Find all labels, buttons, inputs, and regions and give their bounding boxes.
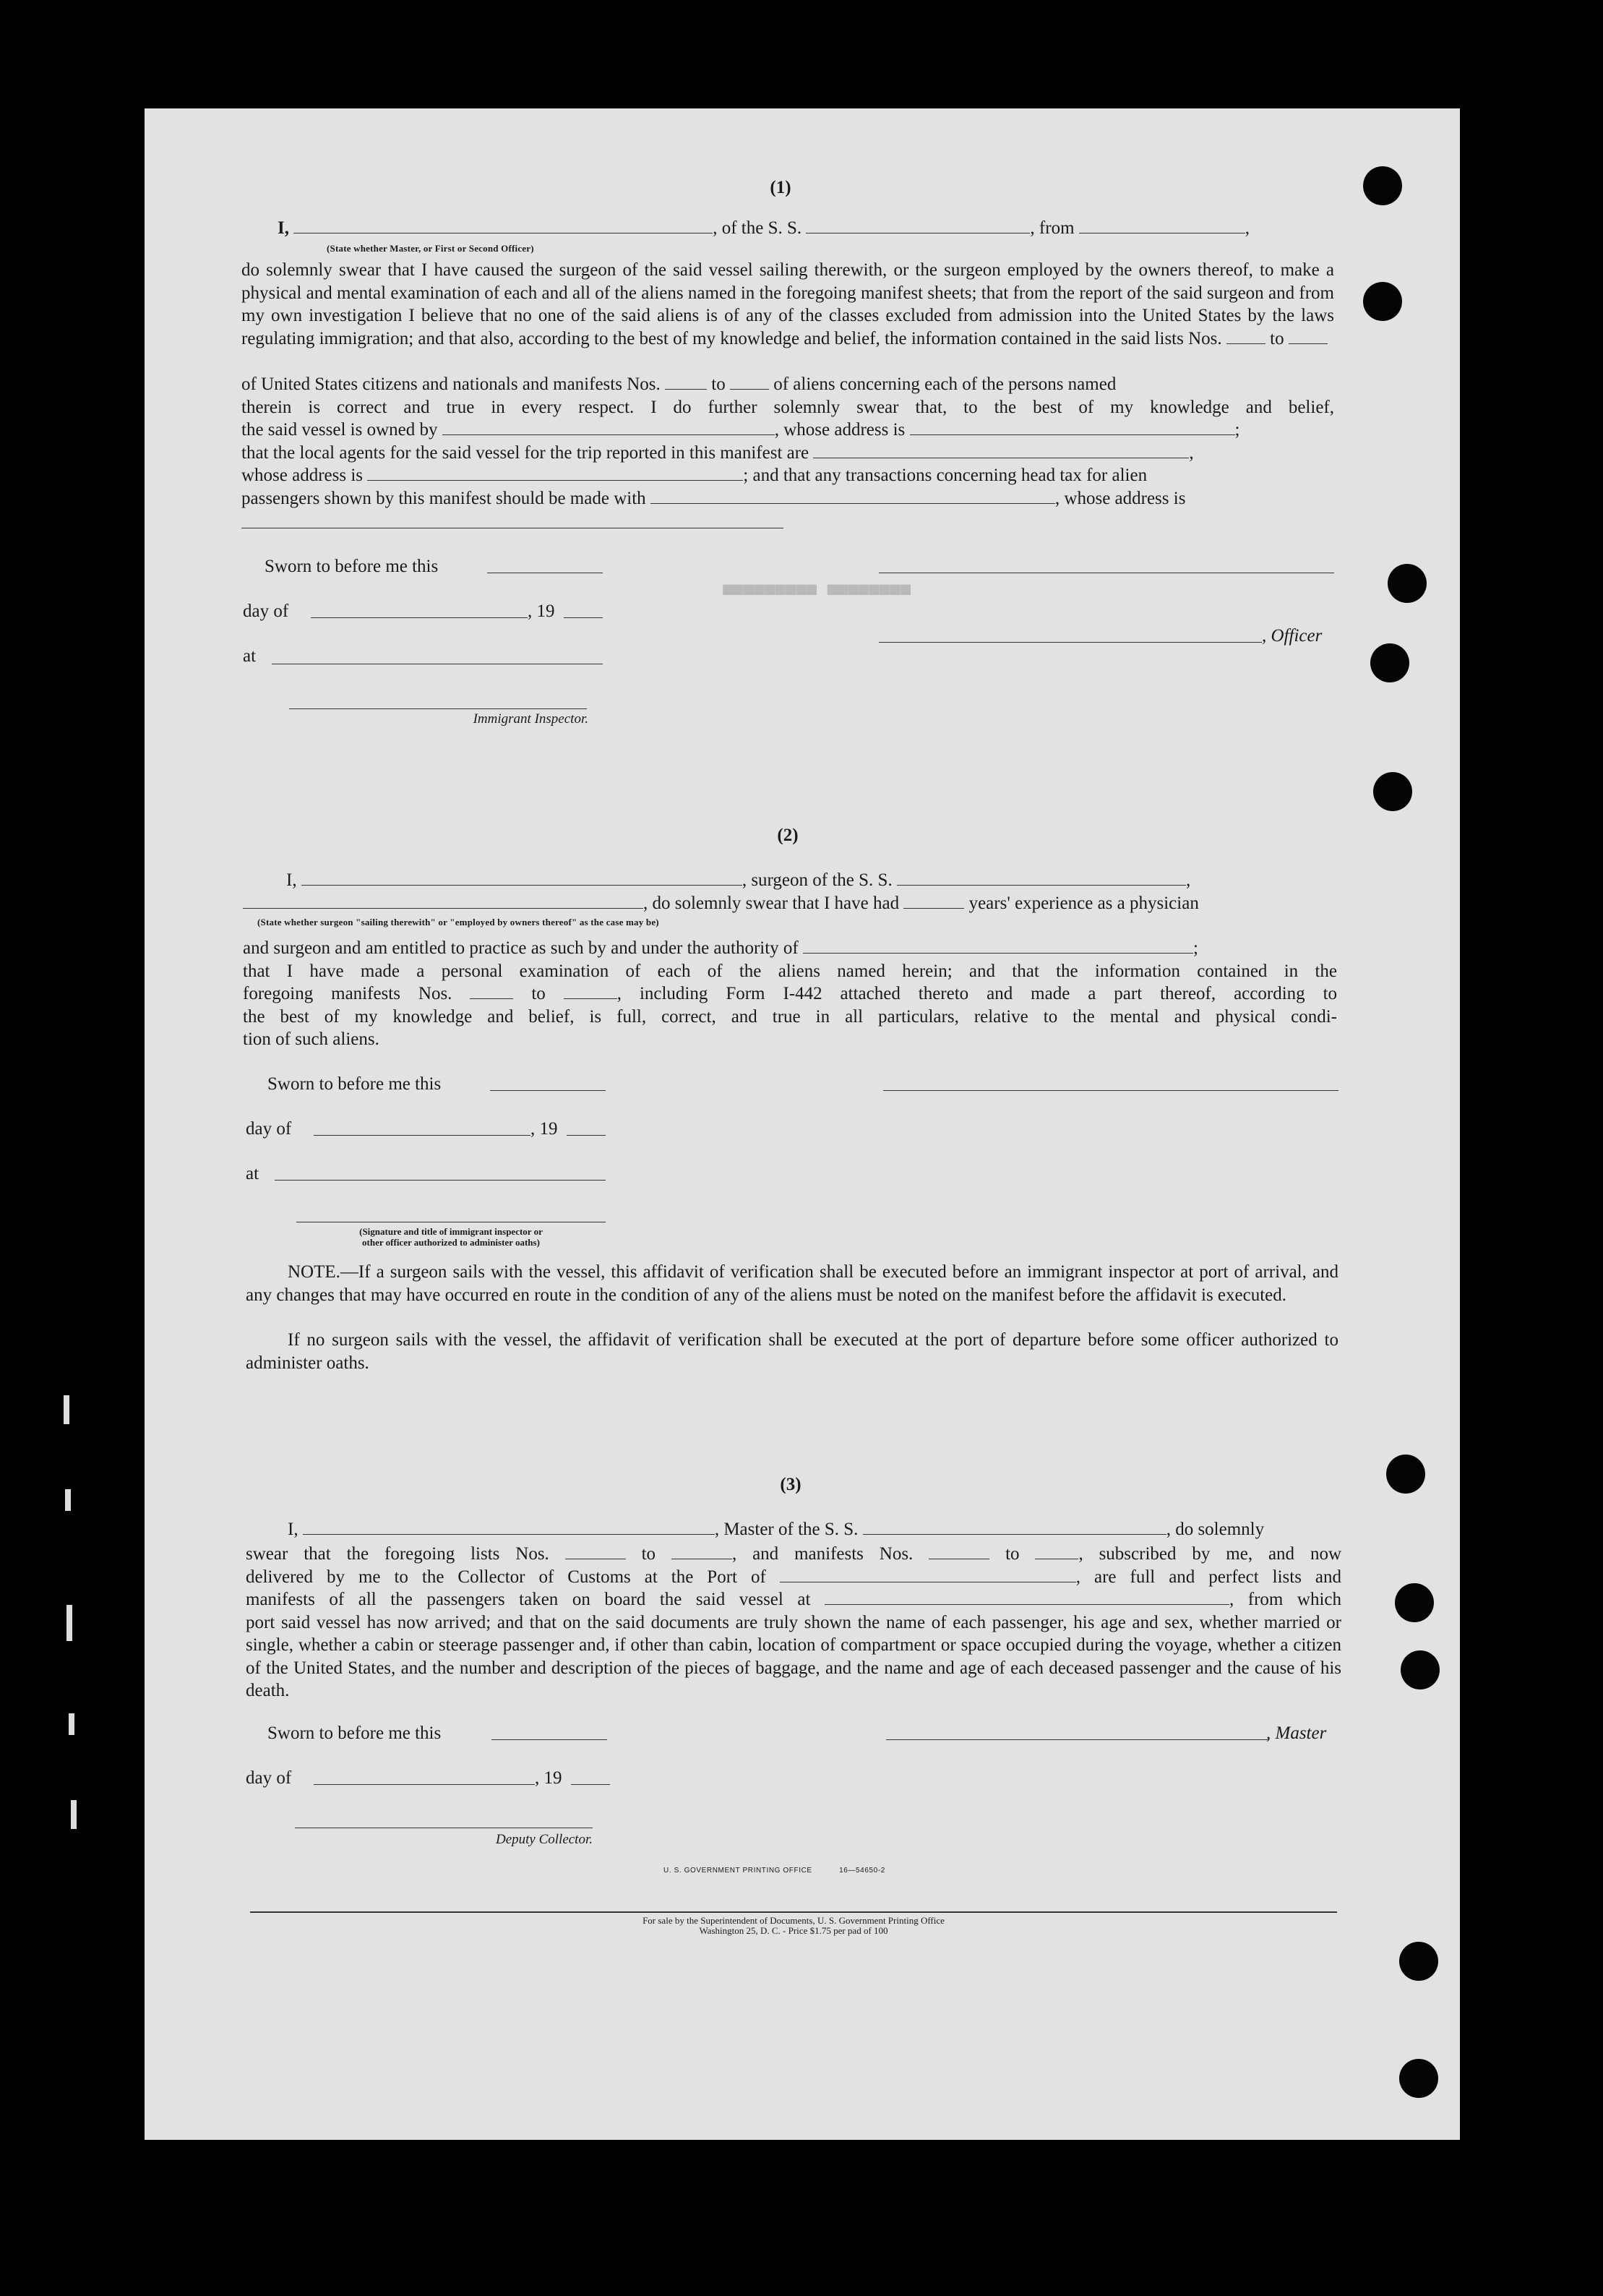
manifests-from-field-3[interactable] <box>929 1546 989 1559</box>
year-field-1[interactable] <box>564 617 603 618</box>
day-month-field-3[interactable] <box>314 1784 535 1785</box>
lists-from-field[interactable] <box>1226 330 1265 344</box>
officer-signature-line-b[interactable] <box>879 642 1262 643</box>
owner-address-field[interactable] <box>910 421 1235 435</box>
manifests-from-field[interactable] <box>665 376 707 390</box>
immigrant-inspector-caption: Immigrant Inspector. <box>473 711 588 727</box>
section-1-text-3: therein is correct and true in every respect. I do further solemnly swear that, to the best of my knowledge and belief, <box>241 397 1334 417</box>
master-of-ss-label: , Master of the S. S. <box>714 1520 859 1539</box>
year-field-3[interactable] <box>571 1784 610 1785</box>
section-3-paragraph <box>246 1543 1341 1702</box>
boarding-port-field[interactable] <box>825 1591 1229 1605</box>
punch-hole <box>1363 282 1402 321</box>
agent-address-label: whose address is <box>241 466 364 485</box>
edge-mark <box>71 1800 77 1829</box>
comma: , <box>1189 442 1194 463</box>
owned-by-label: the said vessel is owned by <box>241 420 438 440</box>
foregoing-manifests-label: foregoing manifests Nos. <box>243 984 452 1003</box>
section-2-line-1 <box>286 870 1337 891</box>
at-label-2: at <box>246 1164 259 1183</box>
signature-caption <box>296 1226 606 1248</box>
note-label: NOTE. <box>288 1262 340 1282</box>
section-1-text-1: do solemnly swear that I have caused the surgeon of the said vessel sailing therewith, or the surgeon employed by the owners thereof, to make a physical and mental examination of each and all of the aliens named in the foregoing manifest sheets; that from the report of the said surgeon and from my own investigation I believe that no one of the said aliens is of any of the classes excluded from admission into the United States by the laws regulating immigration; and that also, according to the best of my knowledge and belief, the information contained in the said lists Nos. <box>241 260 1334 348</box>
note-2-paragraph: If no surgeon sails with the vessel, the affidavit of verification shall be executed at the port of departure before some officer authorized to administer oaths. <box>246 1330 1338 1373</box>
edge-mark <box>64 1395 69 1424</box>
section-2-number: (2) <box>777 826 799 845</box>
taken-on-board-label: manifests of all the passengers taken on board the said vessel at <box>246 1590 811 1609</box>
semicolon: ; <box>1193 938 1198 958</box>
years-field[interactable] <box>903 895 964 909</box>
punch-hole <box>1370 643 1409 682</box>
section-2-text-6: the best of my knowledge and belief, is full, correct, and true in all particulars, relative to the mental and physical condi- <box>243 1006 1337 1027</box>
full-lists-text: , are full and perfect lists and <box>1075 1567 1342 1587</box>
do-solemnly-label: , do solemnly <box>1166 1520 1265 1539</box>
section-1-paragraph-b <box>241 373 1334 510</box>
section-1-paragraph-a <box>241 259 1334 350</box>
master-label: , Master <box>1266 1723 1327 1743</box>
section-3-text-5: port said vessel has now arrived; and that on the said documents are truly shown the name of each passenger, his age and sex, whether married or single, whether a cabin or steerage passenger and, if other than cabin, location of compartment or space occupied during the voyage, whether a citizen of the United States, and the number and description of the pieces of baggage, and the name and age of each deceased passenger and the cause of his death. <box>246 1612 1341 1700</box>
gpo-text: U. S. GOVERNMENT PRINTING OFFICE <box>663 1867 812 1875</box>
head-tax-text: ; and that any transactions concerning head tax for alien <box>743 466 1148 485</box>
surgeon-ship-field[interactable] <box>897 872 1186 886</box>
year-label-3: , 19 <box>535 1768 562 1788</box>
semicolon: ; <box>1234 420 1240 440</box>
officer-caption-label: , Officer <box>1262 626 1323 646</box>
at-label-1: at <box>243 646 257 666</box>
surgeon-signature-line[interactable] <box>883 1090 1338 1091</box>
section-3-i: I, <box>288 1520 298 1539</box>
to-label: to <box>1005 1544 1020 1564</box>
manifests-to-field[interactable] <box>730 376 769 390</box>
year-label-1: , 19 <box>528 601 555 621</box>
master-ship-field[interactable] <box>863 1521 1166 1535</box>
day-month-field-2[interactable] <box>314 1135 530 1136</box>
to-label: to <box>1270 328 1284 348</box>
owner-field[interactable] <box>442 421 775 435</box>
signature-caption-line-2: other officer authorized to administer oaths) <box>362 1237 540 1248</box>
gpo-imprint <box>663 1867 885 1875</box>
inspector-signature-line-1[interactable] <box>289 708 587 709</box>
section-1-line-1 <box>278 218 1334 239</box>
section-3-number: (3) <box>780 1475 802 1494</box>
port-of-field[interactable] <box>780 1569 1076 1582</box>
surgeon-caption: (State whether surgeon "sailing therewith" or "employed by owners thereof" as the case may be) <box>257 917 659 928</box>
from-which-text: , from which <box>1229 1590 1341 1609</box>
deputy-collector-caption: Deputy Collector. <box>495 1832 593 1847</box>
surgeon-of-ss-label: , surgeon of the S. S. <box>742 870 893 890</box>
authority-field[interactable] <box>803 940 1193 954</box>
day-month-field-1[interactable] <box>311 617 528 618</box>
edge-mark <box>66 1605 72 1641</box>
signature-caption-line-1: (Signature and title of immigrant inspector or <box>359 1226 543 1237</box>
agent-address-field[interactable] <box>367 467 743 481</box>
comma: , <box>1245 218 1250 238</box>
master-name-field[interactable] <box>303 1521 715 1535</box>
punch-hole <box>1399 2059 1438 2098</box>
of-ss-label: , of the S. S. <box>713 218 802 238</box>
local-agents-label: that the local agents for the said vessel for the trip reported in this manifest are <box>241 442 809 463</box>
manifests-to-field-3[interactable] <box>1035 1546 1078 1559</box>
lists-from-field-3[interactable] <box>565 1546 626 1559</box>
lists-to-field-3[interactable] <box>671 1546 732 1559</box>
lists-label-3: swear that the foregoing lists Nos. <box>246 1544 549 1564</box>
punch-hole <box>1399 1942 1438 1981</box>
section-2-text-4: that I have made a personal examination of each of the aliens named herein; and that the information contained in the <box>243 961 1337 981</box>
footer-rule <box>250 1911 1337 1913</box>
section-2-line-2 <box>243 894 1337 914</box>
from-label: , from <box>1030 218 1075 238</box>
officer-field[interactable] <box>293 220 713 234</box>
at-place-field-2[interactable] <box>275 1180 606 1181</box>
sworn-day-field-2[interactable] <box>490 1090 606 1091</box>
port-of-label: delivered by me to the Collector of Customs at the Port of <box>246 1567 766 1587</box>
section-2-text-7: tion of such aliens. <box>243 1029 379 1049</box>
master-signature-line[interactable] <box>886 1739 1269 1740</box>
section-2-i: I, <box>286 870 297 890</box>
comma: , <box>1185 870 1191 890</box>
to-label: to <box>711 374 726 394</box>
manifests-label: of United States citizens and nationals and manifests Nos. <box>241 374 661 394</box>
sworn-day-field-3[interactable] <box>491 1739 607 1740</box>
years-experience-label: years' experience as a physician <box>968 894 1199 913</box>
punch-hole <box>1388 564 1427 603</box>
authority-label: and surgeon and am entitled to practice as such by and under the authority of <box>243 938 799 958</box>
section-2-paragraph <box>243 937 1337 1051</box>
sworn-label-3: Sworn to before me this <box>267 1723 442 1743</box>
punch-hole <box>1395 1583 1434 1622</box>
from-port-field[interactable] <box>1079 220 1245 234</box>
surgeon-name-field[interactable] <box>301 872 742 886</box>
year-field-2[interactable] <box>567 1135 606 1136</box>
punch-hole <box>1401 1650 1440 1689</box>
local-agents-field[interactable] <box>813 445 1189 458</box>
ship-name-field[interactable] <box>806 220 1030 234</box>
sworn-label-1: Sworn to before me this <box>265 557 439 576</box>
head-tax-label: passengers shown by this manifest should be made with <box>241 488 646 508</box>
bleed-through-text: ■■■■■■■■ ■■■■■■■■■ <box>723 578 911 599</box>
manifests-label-3: , and manifests Nos. <box>731 1544 914 1564</box>
surgeon-status-field[interactable] <box>243 895 643 909</box>
day-of-label-3: day of <box>246 1768 292 1788</box>
edge-mark <box>65 1489 71 1511</box>
punch-hole <box>1363 166 1402 205</box>
to-label: to <box>641 1544 656 1564</box>
sale-line-2: Washington 25, D. C. - Price $1.75 per pad of 100 <box>699 1925 888 1936</box>
address-label: , whose address is <box>1054 488 1186 508</box>
day-of-label-2: day of <box>246 1119 292 1139</box>
subscribed-text: , subscribed by me, and now <box>1078 1544 1342 1564</box>
lists-to-field[interactable] <box>1289 330 1328 344</box>
section-1-i: I, <box>278 218 289 238</box>
sworn-label-2: Sworn to before me this <box>267 1074 442 1094</box>
note-text: —If a surgeon sails with the vessel, this affidavit of verification shall be executed before an immigrant inspector at port of arrival, and any changes that may have occurred en route in the condition of any of the aliens must be noted on the manifest before the affidavit is executed. <box>246 1262 1338 1305</box>
manifests-from-field-2[interactable] <box>470 985 513 999</box>
aliens-text: of aliens concerning each of the persons named <box>773 374 1117 394</box>
officer-caption: (State whether Master, or First or Second Officer) <box>327 243 534 254</box>
sale-notice <box>250 1916 1337 1936</box>
day-of-label-1: day of <box>243 601 289 621</box>
note-paragraph <box>246 1261 1338 1306</box>
section-1-number: (1) <box>770 178 791 197</box>
sale-line-1: For sale by the Superintendent of Documents, U. S. Government Printing Office <box>643 1915 945 1926</box>
punch-hole <box>1386 1455 1425 1494</box>
to-label: to <box>531 984 546 1003</box>
edge-mark <box>69 1713 74 1735</box>
form-code: 16—54650-2 <box>839 1867 885 1875</box>
year-label-2: , 19 <box>530 1119 558 1139</box>
punch-hole <box>1373 772 1412 811</box>
section-3-line-1 <box>288 1520 1341 1540</box>
manifests-to-field-2[interactable] <box>564 985 617 999</box>
form-442-text: , including Form I-442 attached thereto and made a part thereof, according to <box>616 984 1338 1003</box>
solemnly-swear-label: , do solemnly swear that I have had <box>643 894 900 913</box>
address-label: , whose address is <box>774 420 906 440</box>
head-tax-party-field[interactable] <box>650 490 1055 504</box>
